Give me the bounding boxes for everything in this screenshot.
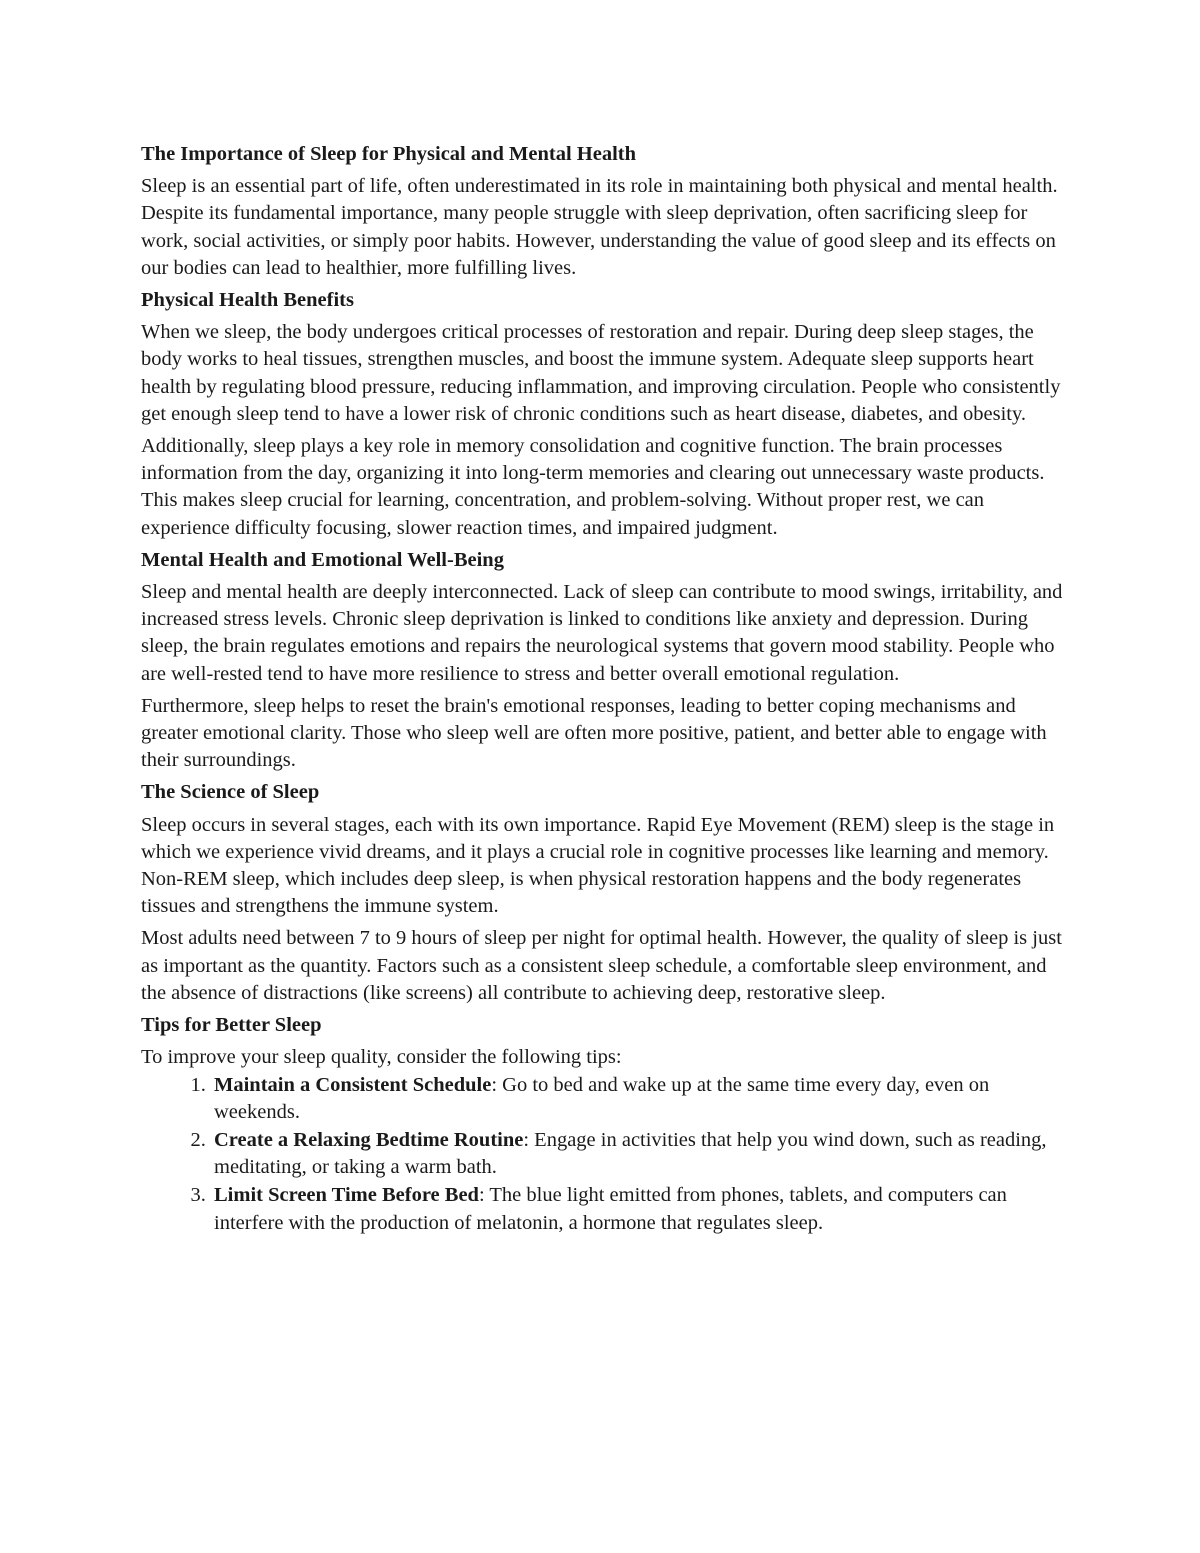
- list-item: [211, 1182, 1066, 1236]
- intro-paragraph: Sleep is an essential part of life, often underestimated in its role in maintaining both physical and mental health. Despite its fundamental importance, many people struggle with sleep deprivation, often sacrificing sleep for work, social activities, or simply poor habits. However, understanding the value of good sleep and its effects on our bodies can lead to healthier, more fulfilling lives.: [141, 175, 1058, 279]
- tip-text: : Go to bed and wake up at the same time every day, even on weekends.: [214, 1073, 990, 1123]
- document-title: The Importance of Sleep for Physical and Mental Health: [141, 143, 637, 165]
- tip-text: : Engage in activities that help you wind down, such as reading, meditating, or taking a warm bath.: [214, 1128, 1047, 1179]
- tip-term: Limit Screen Time Before Bed: [214, 1184, 479, 1207]
- section-paragraph: Additionally, sleep plays a key role in memory consolidation and cognitive function. The brain processes information from the day, organizing it into long-term memories and clearing out unnecessary waste products. This makes sleep crucial for learning, concentration, and problem-solving. Without proper rest, we can experience difficulty focusing, slower reaction times, and impaired judgment.: [141, 435, 1045, 539]
- section-paragraph: Most adults need between 7 to 9 hours of sleep per night for optimal health. However, the quality of sleep is just as important as the quantity. Factors such as a consistent sleep schedule, a comfortable sleep environment, and the absence of distractions (like screens) all contribute to achieving deep, restorative sleep.: [141, 927, 1062, 1004]
- list-item: [211, 1072, 1066, 1126]
- section-paragraph: Sleep occurs in several stages, each with its own importance. Rapid Eye Movement (REM) sleep is the stage in which we experience vivid dreams, and it plays a crucial role in cognitive processes like learning and memory. Non-REM sleep, which includes deep sleep, is when physical restoration happens and the body regenerates tissues and strengthens the immune system.: [141, 813, 1055, 918]
- tip-text: : The blue light emitted from phones, tablets, and computers can interfere with the production of melatonin, a hormone that regulates sleep.: [214, 1184, 1007, 1234]
- section-paragraph: Furthermore, sleep helps to reset the brain's emotional responses, leading to better coping mechanisms and greater emotional clarity. Those who sleep well are often more positive, patient, and better able to engage with their surroundings.: [141, 694, 1047, 772]
- section-paragraph: When we sleep, the body undergoes critical processes of restoration and repair. During deep sleep stages, the body works to heal tissues, strengthen muscles, and boost the immune system. Adequate sleep supports heart health by regulating blood pressure, reducing inflammation, and improving circulation. People who consistently get enough sleep tend to have a lower risk of chronic conditions such as heart disease, diabetes, and obesity.: [141, 321, 1061, 425]
- tip-term: Maintain a Consistent Schedule: [214, 1073, 492, 1096]
- document-page: [141, 141, 1066, 1238]
- section-heading-science-of-sleep: The Science of Sleep: [141, 781, 320, 804]
- section-heading-mental-health: Mental Health and Emotional Well-Being: [141, 548, 504, 571]
- list-item: [211, 1127, 1066, 1181]
- tips-list: [141, 1072, 1066, 1237]
- section-heading-tips: Tips for Better Sleep: [141, 1014, 322, 1037]
- section-paragraph: To improve your sleep quality, consider the following tips:: [141, 1046, 622, 1069]
- section-paragraph: Sleep and mental health are deeply interconnected. Lack of sleep can contribute to mood swings, irritability, and increased stress levels. Chronic sleep deprivation is linked to conditions like anxiety and depression. During sleep, the brain regulates emotions and repairs the neurological systems that govern mood stability. People who are well-rested tend to have more resilience to stress and better overall emotional regulation.: [141, 581, 1063, 685]
- tip-term: Create a Relaxing Bedtime Routine: [214, 1128, 524, 1151]
- section-heading-physical-health: Physical Health Benefits: [141, 289, 354, 312]
